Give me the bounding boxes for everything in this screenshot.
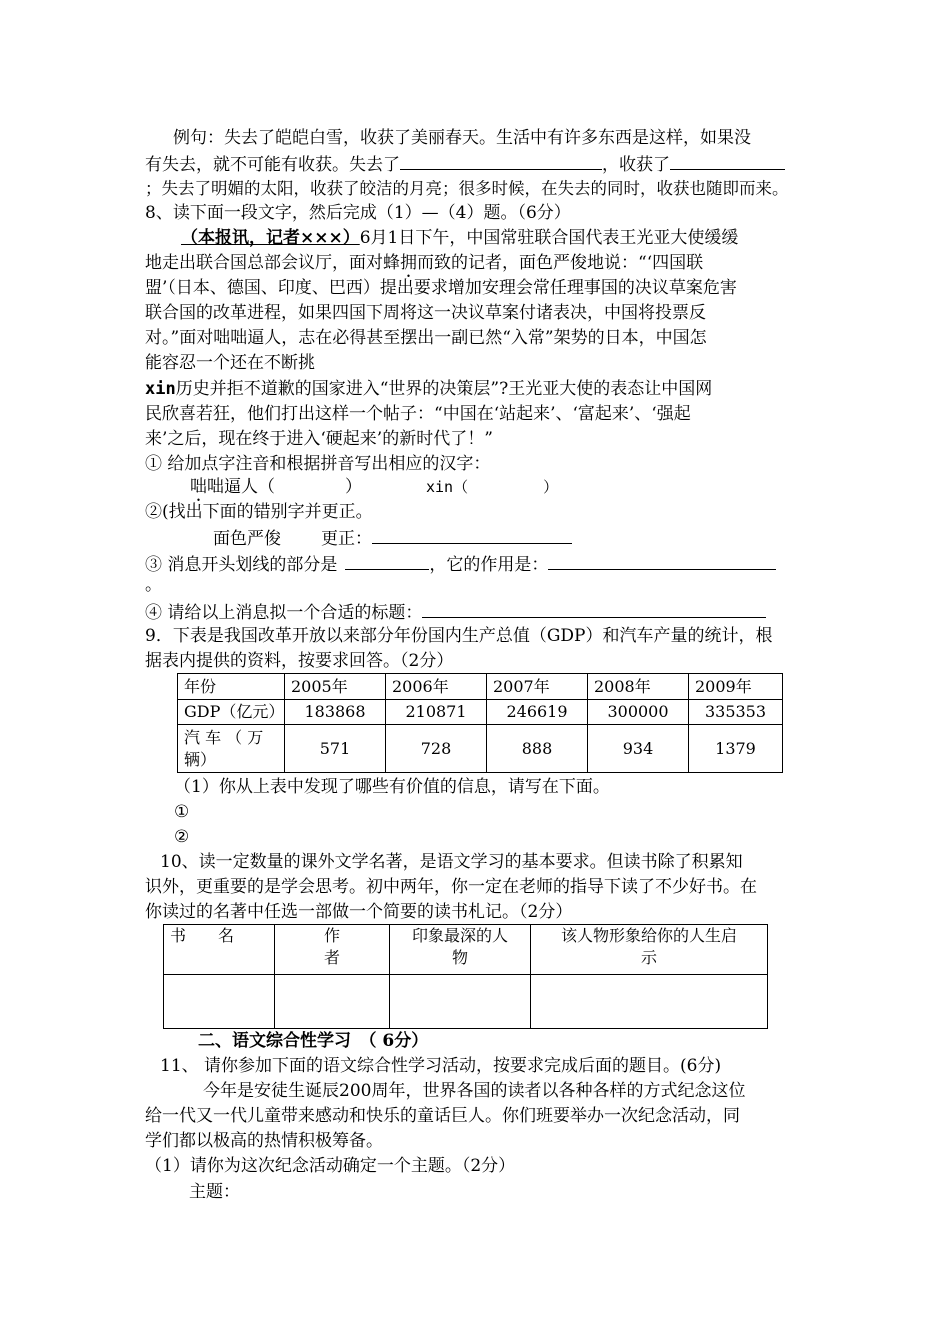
table-header-row: 年份 2005年 2006年 2007年 2008年 2009年 [178, 674, 783, 700]
q11-sub1: （1）请你为这次纪念活动确定一个主题。（2分） [145, 1156, 516, 1176]
q8-sub1-b: xin（ ） [426, 478, 559, 496]
q8-sub4: ④ 请给以上消息拟一个合适的标题： [145, 600, 766, 625]
q7-example-line1: 例句：失去了皑皑白雪，收获了美丽春天。生活中有许多东西是这样，如果没 [173, 128, 751, 148]
q11-line3: 给一代又一代儿童带来感动和快乐的童话巨人。你们班要举办一次纪念活动，同 [145, 1106, 740, 1126]
underlined-part-blank[interactable] [345, 552, 429, 570]
q8-p1: （本报讯，记者×××）6月1日下午，中国常驻联合国代表王光亚大使缓缓 [181, 228, 739, 248]
q10-line3: 你读过的名著中任选一部做一个简要的读书札记。（2分） [145, 902, 573, 922]
book-name-cell[interactable] [164, 975, 275, 1029]
news-lead-underlined: （本报讯，记者×××） [181, 228, 360, 248]
q8-sub1-a: 咄咄逼人（ ） [190, 477, 362, 497]
q9-title-l2: 据表内提供的资料，按要求回答。（2分） [145, 651, 454, 671]
q9-answer-mark-2: ② [174, 827, 190, 847]
q8-p3: 盟’（日本、德国、印度、巴西）提出要求增加安理会常任理事国的决议草案危害 [145, 278, 737, 298]
q8-p5: 对。”面对咄咄逼人，志在必得甚至摆出一副已然“入常”架势的日本，中国怎 [145, 328, 707, 348]
q8-sub2: ②(找出下面的错别字并更正。 [145, 502, 373, 522]
q8-sub3: ③ 消息开头划线的部分是 ，它的作用是： [145, 552, 776, 577]
q8-p9: 来’之后，现在终于进入‘硬起来’的新时代了！” [145, 429, 493, 449]
q11-line4: 学们都以极高的热情积极筹备。 [145, 1131, 383, 1151]
answer-blank-gain[interactable] [670, 152, 785, 170]
function-blank[interactable] [548, 552, 776, 570]
q8-p4: 联合国的改革进程，如果四国下周将这一决议草案付诸表决，中国将投票反 [145, 303, 706, 323]
q8-sub3-end: 。 [145, 575, 162, 595]
reading-notes-table [163, 924, 768, 1029]
q8-sub1: ① 给加点字注音和根据拼音写出相应的汉字： [145, 454, 491, 474]
notes-header-row: 书 名 作 者 印象最深的人 物 该人物形象给你的人生启 示 [164, 925, 768, 975]
inspiration-cell[interactable] [531, 975, 768, 1029]
q8-p8: 民欣喜若狂，他们打出这样一个帖子：“中国在‘站起来’、‘富起来’、‘强起 [145, 404, 691, 424]
notes-answer-row [164, 975, 768, 1029]
q8-title: 8、读下面一段文字，然后完成（1）—（4）题。（6分） [145, 203, 571, 223]
q8-p2: 地走出联合国总部会议厅，面对蜂拥而致的记者，面色严俊地说：“‘四国联 [145, 253, 704, 273]
gdp-car-table [177, 673, 783, 773]
dotted-characters: 蜂拥而 [383, 253, 434, 273]
correction-blank[interactable] [372, 526, 572, 544]
q8-p7: xin历史并拒不道歉的国家进入“世界的决策层”?王光亚大使的表态让中国网 [145, 379, 713, 399]
q11-line2: 今年是安徒生诞辰200周年，世界各国的读者以各种各样的方式纪念这位 [203, 1081, 746, 1101]
headline-blank[interactable] [422, 600, 766, 618]
section2-heading: 二、语文综合性学习 （ 6分） [198, 1031, 429, 1051]
author-cell[interactable] [275, 975, 390, 1029]
table-row-gdp: GDP（亿元） 183868 210871 246619 300000 335353 [178, 700, 783, 725]
answer-blank-lost[interactable] [400, 152, 602, 170]
q10-line2: 识外，更重要的是学会思考。初中两年，你一定在老师的指导下读了不少好书。在 [145, 877, 757, 897]
q11-theme-label: 主题： [189, 1182, 240, 1202]
character-cell[interactable] [390, 975, 531, 1029]
q10-line1: 10、读一定数量的课外文学名著，是语文学习的基本要求。但读书除了积累知 [160, 852, 743, 872]
table-row-cars: 汽 车 （ 万 辆） 571 728 888 934 1379 [178, 725, 783, 773]
q9-sub1: （1）你从上表中发现了哪些有价值的信息，请写在下面。 [174, 777, 610, 797]
q7-example-line2: 有失去，就不可能有收获。失去了 ，收获了 [145, 152, 785, 177]
q9-title-l1: 9．下表是我国改革开放以来部分年份国内生产总值（GDP）和汽车产量的统计，根 [145, 626, 773, 646]
q11-line1: 11、 请你参加下面的语文综合性学习活动，按要求完成后面的题目。(6分) [160, 1056, 722, 1076]
q7-example-line3: ；失去了明媚的太阳，收获了皎洁的月亮；很多时候，在失去的同时，收获也随即而来。 [145, 179, 789, 198]
q8-p6: 能容忍一个还在不断挑 [145, 353, 315, 373]
q8-sub2-fix: 面色严俊 更正： [213, 526, 572, 551]
q9-answer-mark-1: ① [174, 802, 190, 822]
